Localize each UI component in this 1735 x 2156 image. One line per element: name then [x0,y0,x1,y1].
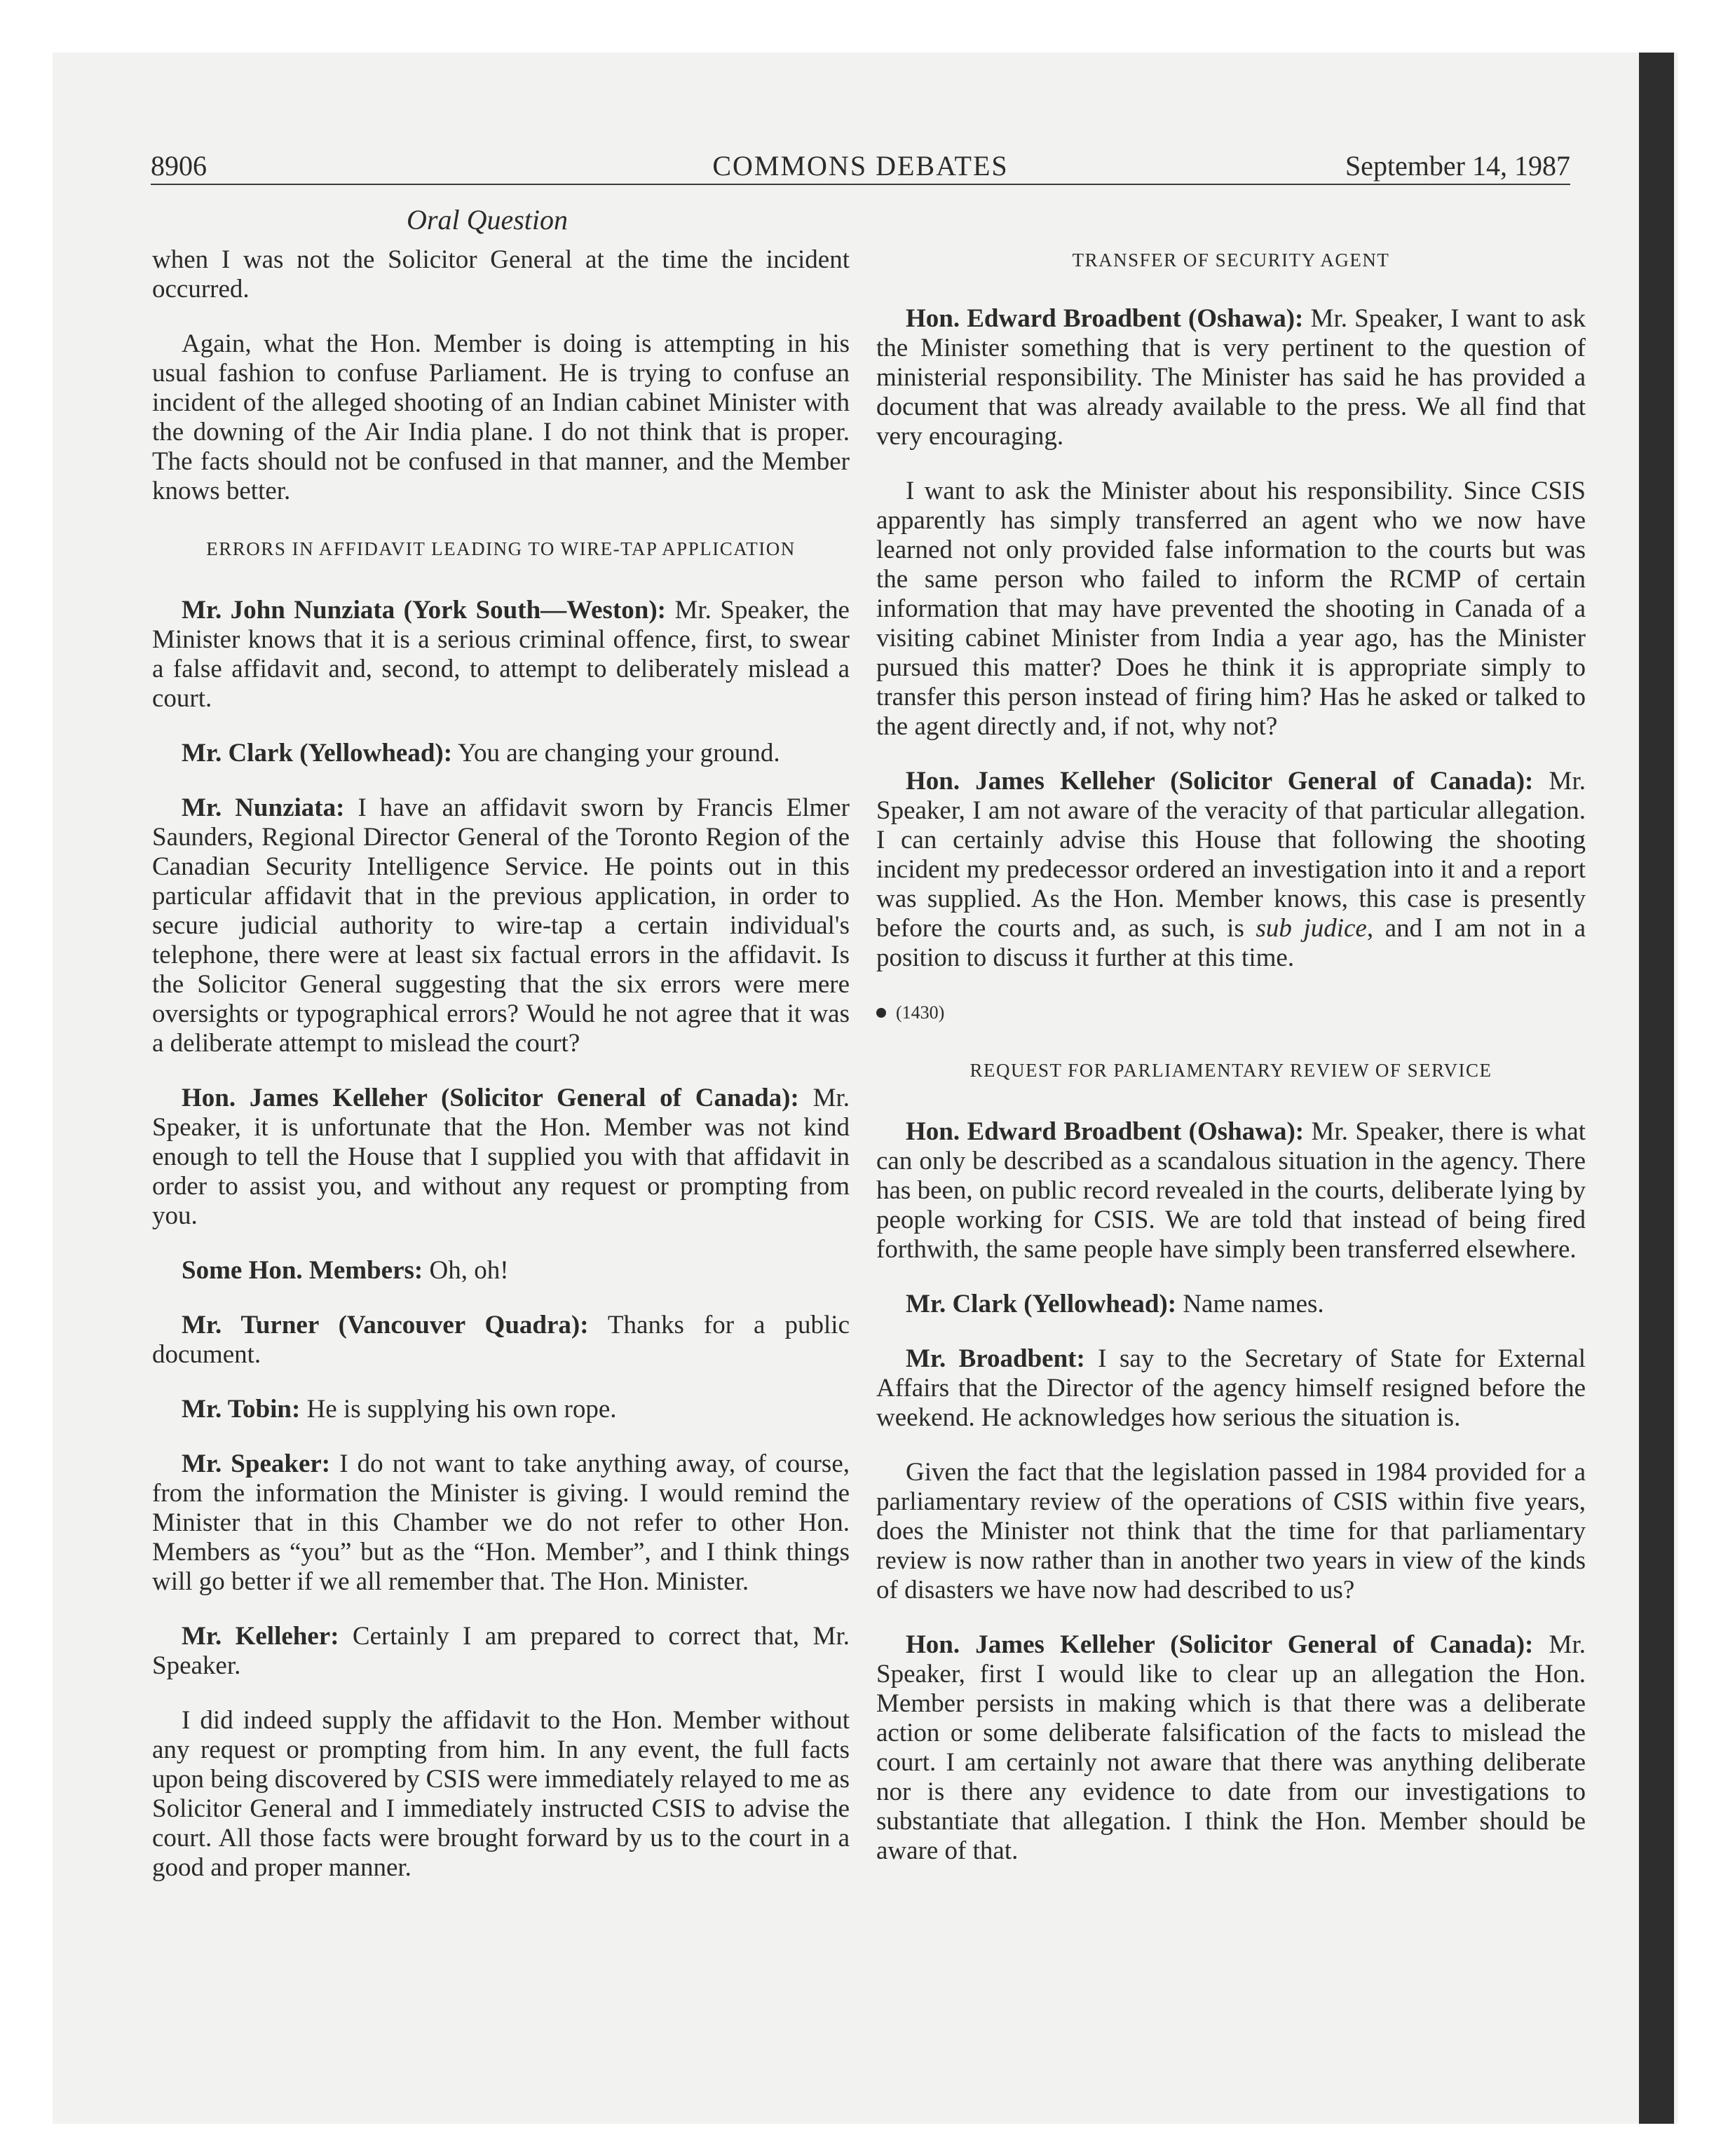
page-header [151,149,1570,184]
speaker-name: Mr. Tobin: [182,1395,301,1424]
paragraph: Given the fact that the legislation passed in 1984 provided for a parliamentary review of the operations of CSIS within five years, does the Minister not think that the time for that parliamentary review is now rather than in another two years in view of the kinds of disasters we have now had described to us? [876,1458,1586,1604]
speech-text: I say to the Secretary of State for External Affairs that the Director of the agency himself resigned before the weekend. He acknowledges how serious the situation is. [876,1344,1586,1432]
speech-text: Mr. Speaker, I want to ask the Minister something that is very pertinent to the question of ministerial responsibility. The Minister has said he has provided a document that was already available to the press. We all find that very encouraging. [876,304,1586,451]
speaker-name: Mr. Kelleher: [182,1622,339,1651]
page-date: September 14, 1987 [1345,150,1570,182]
speaker-name: Mr. Clark (Yellowhead): [182,739,453,767]
speaker-name: Some Hon. Members: [182,1256,423,1285]
speech [876,1290,1586,1319]
speech [152,1256,850,1285]
speaker-name: Mr. John Nunziata (York South—Weston): [182,596,666,625]
time-marker-label: (1430) [896,1002,945,1023]
header-rule [151,184,1570,185]
speech [876,1117,1586,1264]
paragraph: when I was not the Solicitor General at the time the incident occurred. [152,245,850,303]
speech-text: Certainly I am prepared to correct that, Mr. Speaker. [152,1622,850,1680]
speech-text: Mr. Speaker, it is unfortunate that the Hon. Member was not kind enough to tell the House that I supplied you with that affidavit in order to assist you, and without any request or prompting from you. [152,1084,850,1230]
speech [152,1622,850,1681]
paragraph: Again, what the Hon. Member is doing is attempting in his usual fashion to confuse Parliament. He is trying to confuse an incident of the alleged shooting of an Indian cabinet Minister with the downing of the Air India plane. I do not think that is proper. The facts should not be confused in that manner, and the Member knows better. [152,329,850,505]
speech-text: I do not want to take anything away, of course, from the information the Minister is giving. I would remind the Minister that in this Chamber we do not refer to other Hon. Members as “you” but as the “Hon. Member”, and I think things will go better if we all remember that. The Hon. Minister. [152,1449,850,1596]
speech [152,1395,850,1424]
speech [152,1449,850,1597]
speech [152,793,850,1058]
speech [876,304,1586,451]
publication-title: COMMONS DEBATES [712,150,1009,182]
speaker-name: Hon. Edward Broadbent (Oshawa): [906,304,1304,333]
speech-text: Oh, oh! [423,1256,509,1285]
speech-text: He is supplying his own rope. [300,1395,617,1424]
speaker-name: Mr. Clark (Yellowhead): [906,1290,1177,1318]
speech-text: Mr. Speaker, I am not aware of the veracity of that particular allegation. I can certainly advise this House that following the shooting incident my predecessor ordered an investigation into it and a report was supplied. As the Hon. Member knows, this case is presently before the courts and, as such, is [876,767,1586,943]
speech [152,596,850,714]
section-heading: REQUEST FOR PARLIAMENTARY REVIEW OF SERVICE [969,1060,1492,1081]
scan-edge-bar [1639,53,1674,2124]
speech [152,1311,850,1370]
speech-text: Name names. [1176,1290,1324,1318]
section-heading: ERRORS IN AFFIDAVIT LEADING TO WIRE-TAP APPLICATION [206,538,796,559]
speech-text: Mr. Speaker, there is what can only be described as a scandalous situation in the agency. There has been, on public record revealed in the courts, deliberate lying by people working for CSIS. We are told that instead of being fired forthwith, the same people have simply been transferred elsewhere. [876,1117,1586,1264]
page-number: 8906 [151,150,207,182]
section-subheading: Oral Question [407,204,568,236]
speech-text: I have an affidavit sworn by Francis Elmer Saunders, Regional Director General of the Toronto Region of the Canadian Security Intelligence Service. He points out in this particular affidavit that in the previous application, in order to secure judicial authority to wire-tap a certain individual's telephone, there were at least six factual errors in the affidavit. Is the Solicitor General suggesting that the six errors were mere oversights or typographical errors? Would he not agree that it was a deliberate attempt to mislead the court? [152,793,850,1058]
speaker-name: Mr. Nunziata: [182,793,345,822]
speech-text: Mr. Speaker, first I would like to clear up an allegation the Hon. Member persists in making which is that there was a deliberate action or some deliberate falsification of the facts to mislead the court. I am certainly not aware that there was anything deliberate nor is there any evidence to date from our investigations to substantiate that allegation. I think the Hon. Member should be aware of that. [876,1630,1586,1865]
speaker-name: Hon. James Kelleher (Solicitor General of Canada): [182,1084,799,1112]
speech-text: You are changing your ground. [452,739,780,767]
speaker-name: Mr. Speaker: [182,1449,331,1478]
section-heading: TRANSFER OF SECURITY AGENT [1072,250,1390,271]
speech-text: , and I am not in a position to discuss it further at this time. [876,914,1586,972]
speech [876,767,1586,973]
speaker-name: Mr. Broadbent: [906,1344,1085,1373]
paragraph: I want to ask the Minister about his responsibility. Since CSIS apparently has simply transferred an agent who we now have learned not only provided false information to the courts but was the same person who failed to inform the RCMP of certain information that may have prevented the shooting in Canada of a visiting cabinet Minister from India a year ago, has the Minister pursued this matter? Does he think it is appropriate simply to transfer this person instead of firing him? Has he asked or talked to the agent directly and, if not, why not? [876,477,1586,741]
speech [876,1344,1586,1433]
speech [876,1630,1586,1866]
time-marker [876,998,1586,1028]
speaker-name: Mr. Turner (Vancouver Quadra): [182,1311,589,1339]
speaker-name: Hon. James Kelleher (Solicitor General of Canada): [906,767,1534,796]
speech-text: Mr. Speaker, the Minister knows that it is a serious criminal offence, first, to swear a false affidavit and, second, to attempt to deliberately mislead a court. [152,596,850,713]
left-column [152,245,850,1908]
speaker-name: Hon. James Kelleher (Solicitor General of Canada): [906,1630,1534,1659]
right-column [876,245,1586,1891]
bullet-icon [876,1008,886,1018]
speaker-name: Hon. Edward Broadbent (Oshawa): [906,1117,1305,1146]
speech [152,739,850,768]
paragraph: I did indeed supply the affidavit to the Hon. Member without any request or prompting from him. In any event, the full facts upon being discovered by CSIS were immediately relayed to me as Solicitor General and I immediately instructed CSIS to advise the court. All those facts were brought forward by us to the court in a good and proper manner. [152,1706,850,1882]
speech-text: Thanks for a public document. [152,1311,850,1369]
latin-term: sub judice [1256,914,1367,943]
speech [152,1084,850,1231]
